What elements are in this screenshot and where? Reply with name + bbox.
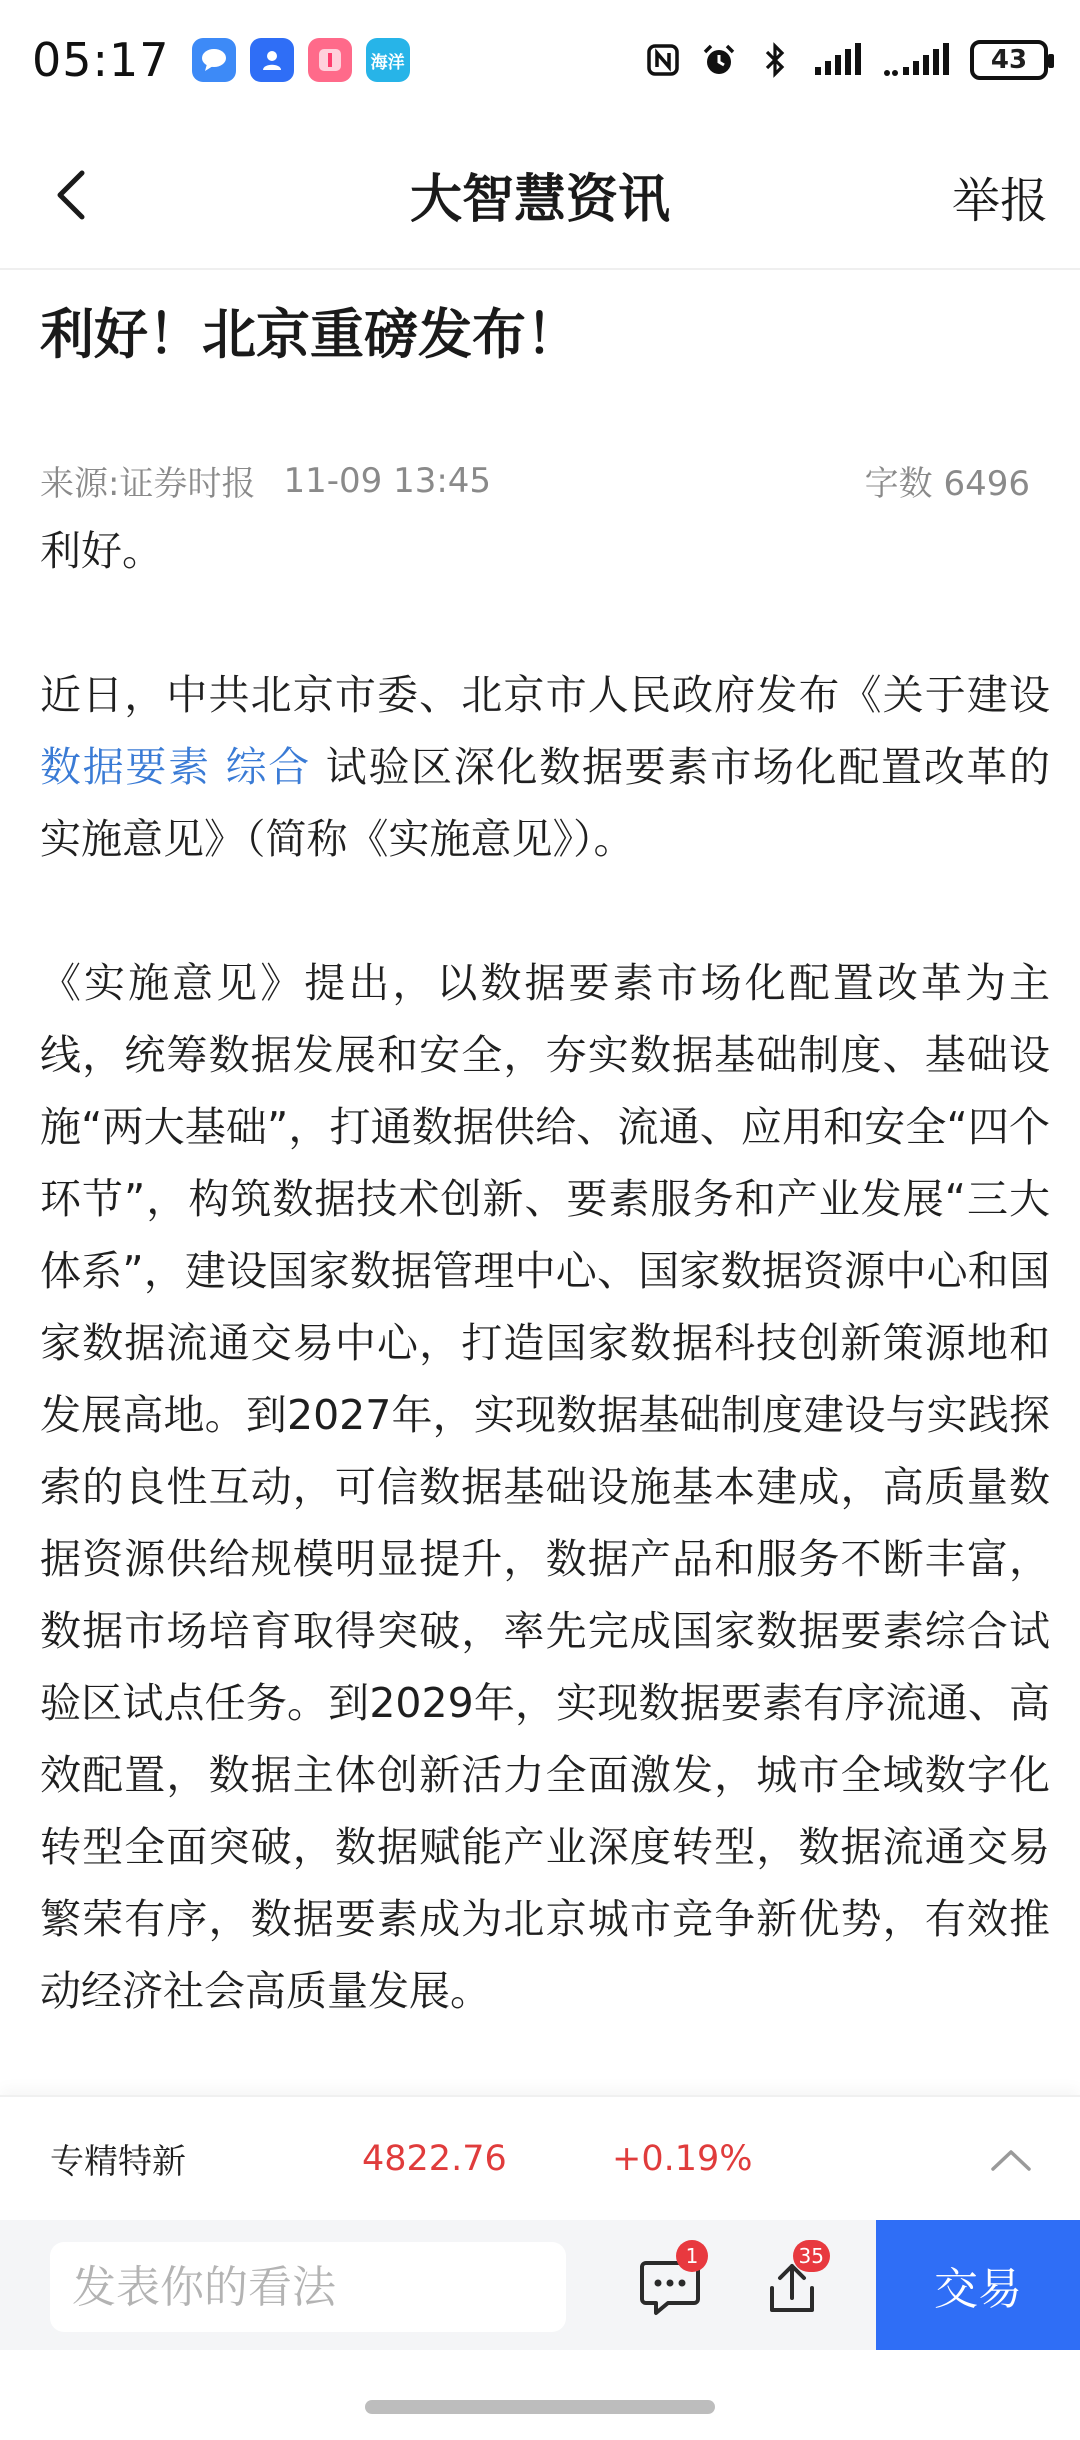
battery-icon: 43 — [970, 40, 1048, 80]
alarm-icon — [700, 41, 738, 79]
message-app-icon — [192, 38, 236, 82]
ticker-change: +0.19% — [612, 2138, 753, 2179]
signal-2-icon — [882, 41, 952, 79]
comment-input[interactable] — [50, 2242, 566, 2332]
ticker-name: 专精特新 — [50, 2142, 186, 2182]
bottom-action-bar — [0, 2220, 1080, 2350]
info-app-icon — [308, 38, 352, 82]
trade-button[interactable]: 交易 — [876, 2220, 1080, 2350]
bluetooth-icon — [756, 41, 794, 79]
share-count-badge: 35 — [793, 2240, 830, 2272]
article-title: 利好！北京重磅发布！ — [40, 303, 580, 366]
status-app-icons — [192, 38, 410, 82]
stock-ticker[interactable] — [0, 2095, 1080, 2220]
nfc-icon — [644, 41, 682, 79]
comment-count-badge: 1 — [676, 2240, 708, 2272]
keyword-link-data-elements[interactable]: 数据要素 — [40, 743, 211, 791]
keyword-link-comprehensive[interactable]: 综合 — [225, 743, 311, 791]
article-source: 来源:证券时报 — [40, 464, 256, 504]
share-button[interactable] — [752, 2244, 832, 2328]
report-button[interactable]: 举报 — [951, 173, 1048, 229]
translate-app-icon: 海洋 — [366, 38, 410, 82]
article-wordcount: 字数 6496 — [864, 464, 1030, 504]
article-paragraph: 利好。 — [40, 527, 163, 575]
signal-icon — [812, 41, 864, 79]
article-datetime: 11-09 13:45 — [283, 460, 492, 501]
home-indicator[interactable] — [365, 2400, 715, 2414]
article-paragraph — [40, 659, 1050, 875]
page-title: 大智慧资讯 — [409, 169, 670, 230]
contact-app-icon — [250, 38, 294, 82]
system-icons — [644, 40, 1048, 80]
status-bar — [0, 0, 1080, 120]
comment-button[interactable] — [630, 2244, 710, 2328]
status-time: 05:17 — [32, 33, 170, 87]
paragraph-text: 近日，中共北京市委、北京市人民政府发布《关于建设 — [40, 671, 1050, 719]
chevron-up-icon[interactable] — [986, 2135, 1036, 2185]
article-paragraph: 《实施意见》提出，以数据要素市场化配置改革为主线，统筹数据发展和安全，夯实数据基础制度、基础设施“两大基础”，打通数据供给、流通、应用和安全“四个环节”，构筑数据技术创新、要素服务和产业发展“三大体系”，建设国家数据管理中心、国家数据资源中心和国家数据流通交易中心，打造国家数据科技创新策源地和发展高地。到2027年，实现数据基础制度建设与实践探索的良性互动，可信数据基础设施基本建成，高质量数据资源供给规模明显提升，数据产品和服务不断丰富，数据市场培育取得突破，率先完成国家数据要素综合试验区试点任务。到2029年，实现数据要素有序流通、高效配置，数据主体创新活力全面激发，城市全域数字化转型全面突破，数据赋能产业深度转型，数据流通交易繁荣有序，数据要素成为北京城市竞争新优势，有效推动经济社会高质量发展。 — [40, 959, 1050, 2015]
back-arrow-icon[interactable] — [40, 165, 100, 225]
paragraph-space — [211, 743, 226, 791]
article-content[interactable] — [40, 270, 1050, 2095]
nav-bar — [0, 120, 1080, 270]
paragraph-text: 试验区深化数据要素市场化配置改革的实施意见》（简称《实施意见》）。 — [40, 743, 1050, 863]
article-meta — [40, 456, 1050, 505]
ticker-price: 4822.76 — [362, 2138, 507, 2179]
